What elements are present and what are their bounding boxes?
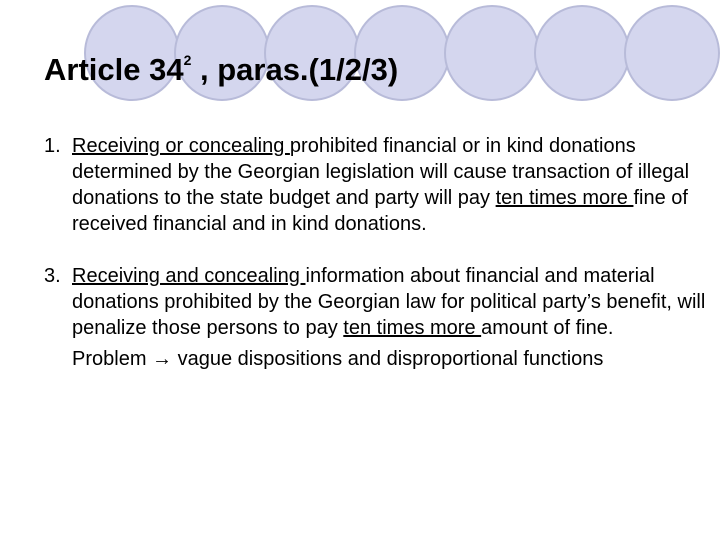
paragraph-1-underline-2: ten times more xyxy=(495,187,634,209)
title-rest: , paras.(1/2/3) xyxy=(191,52,399,87)
paragraph-3-text-1: information about financial and material donations prohibited by the Georgian law for political party’s benefit, will penalize those persons to pay xyxy=(72,265,706,339)
paragraph-1-underline-1: Receiving or concealing xyxy=(72,135,290,157)
title-main: Article 34 xyxy=(44,52,184,87)
paragraph-3-number: 3. xyxy=(44,265,61,287)
paragraph-1 xyxy=(44,133,714,237)
paragraph-1-text-1: prohibited financial or in kind donations determined by the Georgian legislation will cause transaction of illegal donations to the state budget and party will pay xyxy=(72,135,690,209)
decor-circle-5 xyxy=(445,6,539,100)
paragraph-3-text-2: amount of fine. xyxy=(481,317,614,339)
title-superscript: 2 xyxy=(183,51,192,68)
decor-circle-6 xyxy=(535,6,629,100)
paragraph-3-underline-1: Receiving and concealing xyxy=(72,265,306,287)
paragraph-3 xyxy=(44,263,714,341)
decor-circle-7 xyxy=(625,6,719,100)
slide-body xyxy=(44,133,714,372)
paragraph-1-text-2: fine of received financial and in kind donations. xyxy=(72,187,688,235)
problem-statement: Problem → vague dispositions and disproportional functions xyxy=(72,348,604,370)
paragraph-1-number: 1. xyxy=(44,135,61,157)
slide-title xyxy=(44,50,398,90)
paragraph-3-underline-2: ten times more xyxy=(343,317,482,339)
